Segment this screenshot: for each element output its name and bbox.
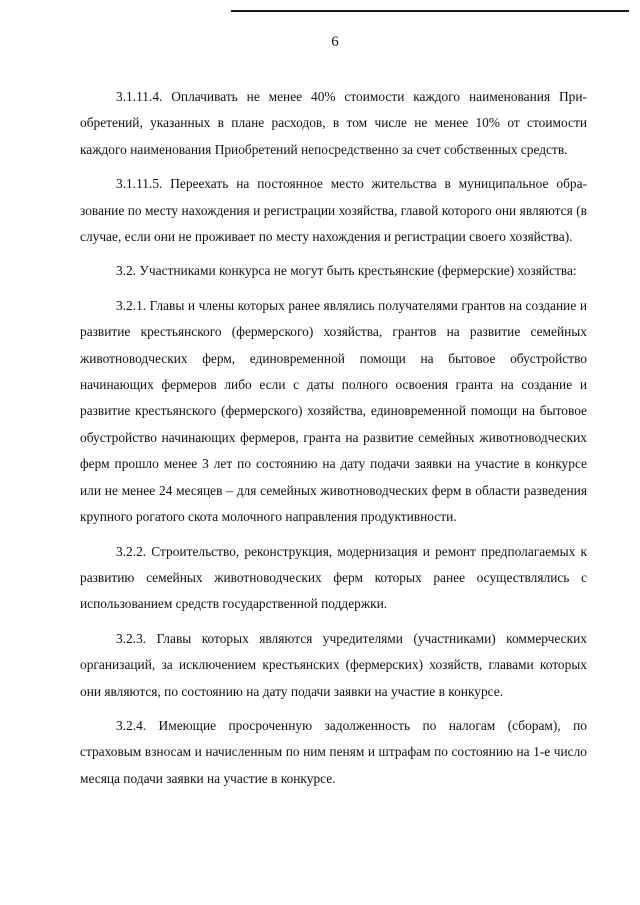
paragraph-3-2: 3.2. Участниками конкурса не могут быть крестьянские (фермерские) хозяйства: — [116, 263, 577, 279]
paragraph-3-2-4: 3.2.4. Имеющие просроченную задолженность по налогам (сборам), по страховым взносам и начисленным по ним пеням и штрафам по состоянию на 1-е число месяца подачи заявки на участие в конкурсе. — [80, 717, 587, 786]
paragraph-3-2-2: 3.2.2. Строительство, реконструкция, модернизация и ремонт предполагаемых к развитию семейных животноводческих ферм которых ранее осуществлялись с использованием средств государственной поддержки. — [80, 543, 587, 612]
paragraph-3-1-11-5: 3.1.11.5. Переехать на постоянное место жительства в муниципальное образование по месту нахождения и регистрации хозяйства, главой которого они являются (в случае, если они не проживает по месту нахождения и регистрации своего хозяйства). — [80, 176, 587, 245]
paragraph-3-1-11-4: 3.1.11.4. Оплачивать не менее 40% стоимости каждого наименования Приобретений, указанных в плане расходов, в том числе не менее 10% от стоимости каждого наименования Приобретений непосредственно за счет собственных средств. — [80, 89, 587, 157]
document-body — [80, 84, 587, 792]
header-rule — [231, 10, 629, 12]
paragraph-3-2-1: 3.2.1. Главы и члены которых ранее являлись получателями грантов на создание и развитие крестьянского (фермерского) хозяйства, грантов на развитие семейных животноводческих ферм, единовременной помощи на бытовое обустройство начинающих фермеров либо если с даты полного освоения гранта на создание и развитие крестьянского (фермерского) хозяйства, единовременной помощи на бытовое обустройство начинающих фермеров, гранта на развитие семейных животноводческих ферм прошло менее 3 лет по состоянию на дату подачи заявки на участие в конкурсе или не менее 24 месяцев – для семейных животноводческих ферм в области разведения крупного рогатого скота молочного направления продуктивности. — [80, 297, 587, 525]
page-number: 6 — [331, 34, 339, 50]
paragraph-3-2-3: 3.2.3. Главы которых являются учредителями (участниками) коммерческих организаций, за исключением крестьянских (фермерских) хозяйств, главами которых они являются, по состоянию на дату подачи заявки на участие в конкурсе. — [80, 630, 587, 699]
